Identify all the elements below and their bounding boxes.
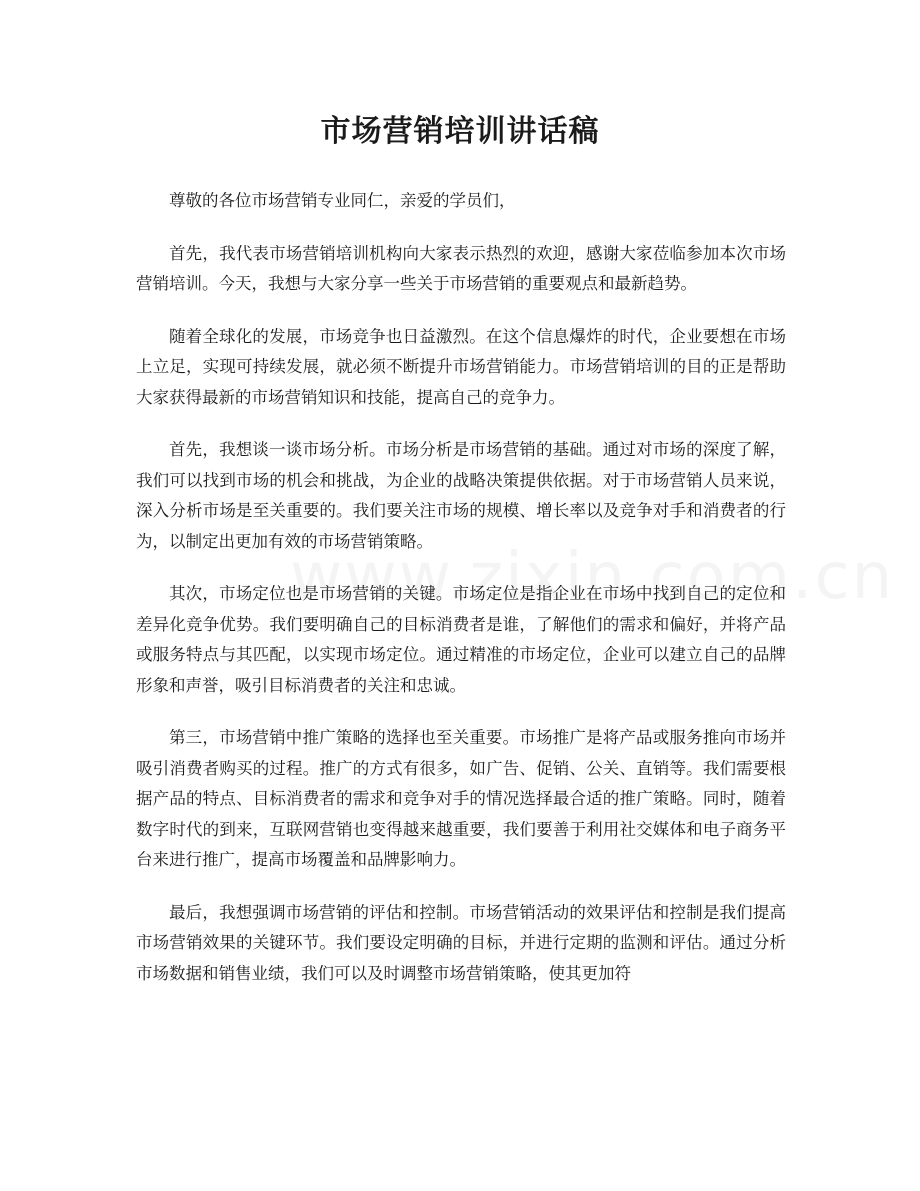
paragraph-evaluation-control: 最后，我想强调市场营销的评估和控制。市场营销活动的效果评估和控制是我们提高市场营销效果的关键环节。我们要设定明确的目标，并进行定期的监测和评估。通过分析市场数据和销售业绩，我们可以及时调整市场营销策略，使其更加符 xyxy=(136,902,786,983)
paragraph-greeting: 尊敬的各位市场营销专业同仁，亲爱的学员们， xyxy=(169,191,516,210)
paragraph-market-analysis: 首先，我想谈一谈市场分析。市场分析是市场营销的基础。通过对市场的深度了解，我们可以找到市场的机会和挑战，为企业的战略决策提供依据。对于市场营销人员来说，深入分析市场是至关重要的。我们要关注市场的规模、增长率以及竞争对手和消费者的行为，以制定出更加有效的市场营销策略。 xyxy=(136,440,786,551)
document-body xyxy=(136,186,786,1011)
paragraph-welcome: 首先，我代表市场营销培训机构向大家表示热烈的欢迎，感谢大家莅临参加本次市场营销培训。今天，我想与大家分享一些关于市场营销的重要观点和最新趋势。 xyxy=(136,243,786,293)
paragraph-globalization: 随着全球化的发展，市场竞争也日益激烈。在这个信息爆炸的时代，企业要想在市场上立足，实现可持续发展，就必须不断提升市场营销能力。市场营销培训的目的正是帮助大家获得最新的市场营销知识和技能，提高自己的竞争力。 xyxy=(136,326,786,407)
paragraph-promotion-strategy: 第三，市场营销中推广策略的选择也至关重要。市场推广是将产品或服务推向市场并吸引消费者购买的过程。推广的方式有很多，如广告、促销、公关、直销等。我们需要根据产品的特点、目标消费者的需求和竞争对手的情况选择最合适的推广策略。同时，随着数字时代的到来，互联网营销也变得越来越重要，我们要善于利用社交媒体和电子商务平台来进行推广，提高市场覆盖和品牌影响力。 xyxy=(136,728,786,869)
paragraph-market-positioning: 其次，市场定位也是市场营销的关键。市场定位是指企业在市场中找到自己的定位和差异化竞争优势。我们要明确自己的目标消费者是谁，了解他们的需求和偏好，并将产品或服务特点与其匹配，以实现市场定位。通过精准的市场定位，企业可以建立自己的品牌形象和声誉，吸引目标消费者的关注和忠诚。 xyxy=(136,584,786,695)
document-title: 市场营销培训讲话稿 xyxy=(320,114,600,149)
